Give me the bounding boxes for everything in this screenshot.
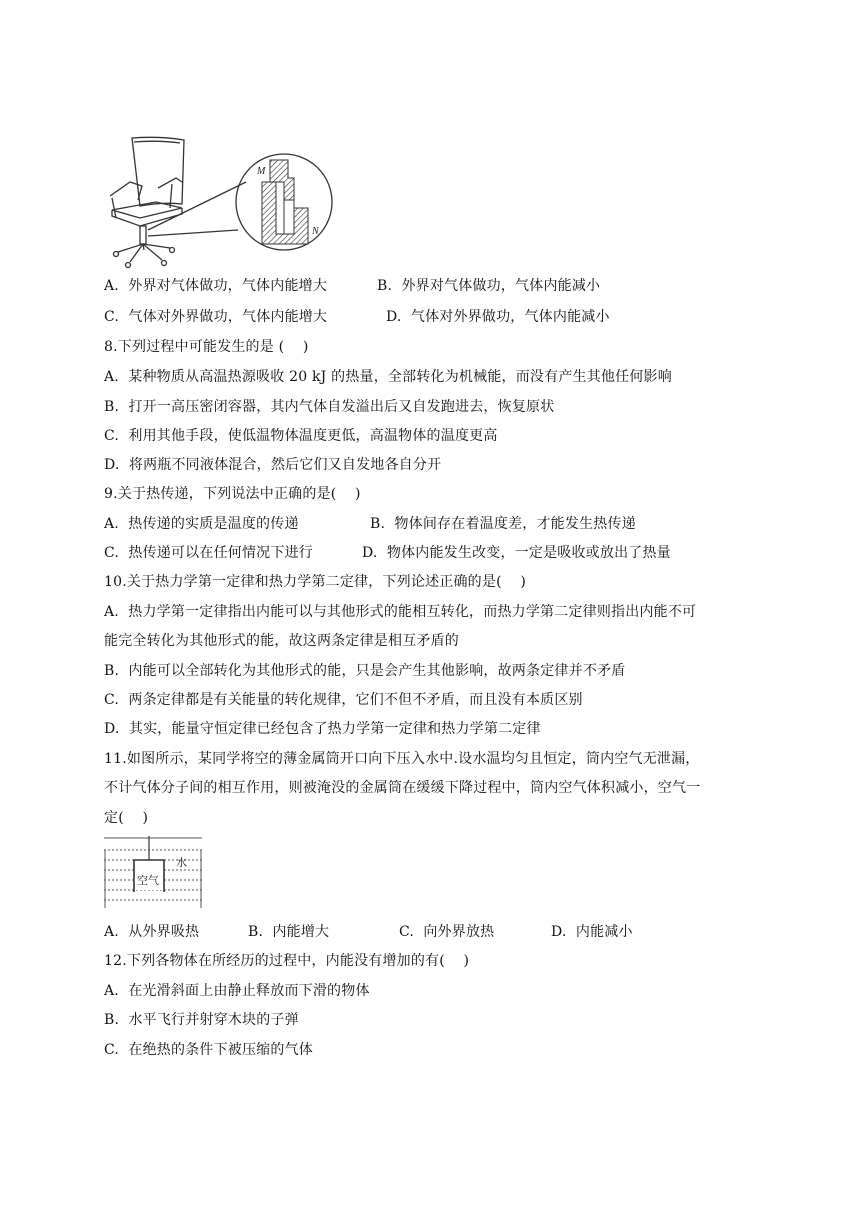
- q7-option-b: B. 外界对气体做功，气体内能减小: [377, 278, 601, 294]
- q8-stem: 8.下列过程中可能发生的是 ( ): [104, 339, 309, 355]
- q9-option-d: D. 物体内能发生改变，一定是吸收或放出了热量: [362, 545, 671, 561]
- water-label: 水: [176, 856, 187, 869]
- q11-option-c: C. 向外界放热: [399, 924, 495, 940]
- q9-option-b: B. 物体间存在着温度差，才能发生热传递: [370, 516, 636, 532]
- q10-option-a-line2: 能完全转化为其他形式的能，故这两条定律是相互矛盾的: [104, 633, 459, 649]
- q10-option-d: D. 其实，能量守恒定律已经包含了热力学第一定律和热力学第二定律: [104, 721, 541, 737]
- q8-option-b: B. 打开一高压密闭容器，其内气体自发溢出后又自发跑进去，恢复原状: [104, 399, 555, 415]
- chair-cylinder-figure: [100, 134, 340, 274]
- q12-option-a: A. 在光滑斜面上由静止释放而下滑的物体: [104, 983, 370, 999]
- q8-option-c: C. 利用其他手段，使低温物体温度更低，高温物体的温度更高: [104, 428, 498, 444]
- q10-stem: 10.关于热力学第一定律和热力学第二定律，下列论述正确的是( ): [104, 574, 526, 590]
- q9-option-a: A. 热传递的实质是温度的传递: [104, 516, 299, 532]
- q11-option-d: D. 内能减小: [551, 924, 633, 940]
- q10-option-a-line1: A. 热力学第一定律指出内能可以与其他形式的能相互转化，而热力学第二定律则指出内能不可: [104, 604, 697, 620]
- q7-option-a: A. 外界对气体做功，气体内能增大: [104, 278, 328, 294]
- q11-stem-line1: 11.如图所示，某同学将空的薄金属筒开口向下压入水中.设水温均匀且恒定，筒内空气无泄漏，: [104, 751, 700, 767]
- q12-option-b: B. 水平飞行并射穿木块的子弹: [104, 1012, 299, 1028]
- label-m: M: [257, 166, 266, 177]
- q8-option-d: D. 将两瓶不同液体混合，然后它们又自发地各自分开: [104, 457, 442, 473]
- label-n: N: [312, 226, 319, 237]
- q12-stem: 12.下列各物体在所经历的过程中，内能没有增加的有( ): [104, 953, 470, 969]
- q11-stem-line3: 定( ): [104, 810, 149, 826]
- q11-option-a: A. 从外界吸热: [104, 924, 200, 940]
- q10-option-b: B. 内能可以全部转化为其他形式的能，只是会产生其他影响，故两条定律并不矛盾: [104, 663, 626, 679]
- cylinder-in-water-figure: [104, 836, 204, 912]
- q7-option-d: D. 气体对外界做功，气体内能减小: [386, 309, 610, 325]
- q11-stem-line2: 不计气体分子间的相互作用，则被淹没的金属筒在缓缓下降过程中，筒内空气体积减小，空气一: [104, 780, 701, 796]
- air-label: 空气: [137, 874, 159, 887]
- q8-option-a: A. 某种物质从高温热源吸收 20 kJ 的热量，全部转化为机械能，而没有产生其他任何影响: [104, 369, 672, 385]
- q11-option-b: B. 内能增大: [248, 924, 330, 940]
- q9-stem: 9.关于热传递，下列说法中正确的是( ): [104, 486, 361, 502]
- q9-option-c: C. 热传递可以在任何情况下进行: [104, 545, 313, 561]
- q7-option-c: C. 气体对外界做功，气体内能增大: [104, 309, 328, 325]
- q12-option-c: C. 在绝热的条件下被压缩的气体: [104, 1042, 313, 1058]
- q10-option-c: C. 两条定律都是有关能量的转化规律，它们不但不矛盾，而且没有本质区别: [104, 692, 583, 708]
